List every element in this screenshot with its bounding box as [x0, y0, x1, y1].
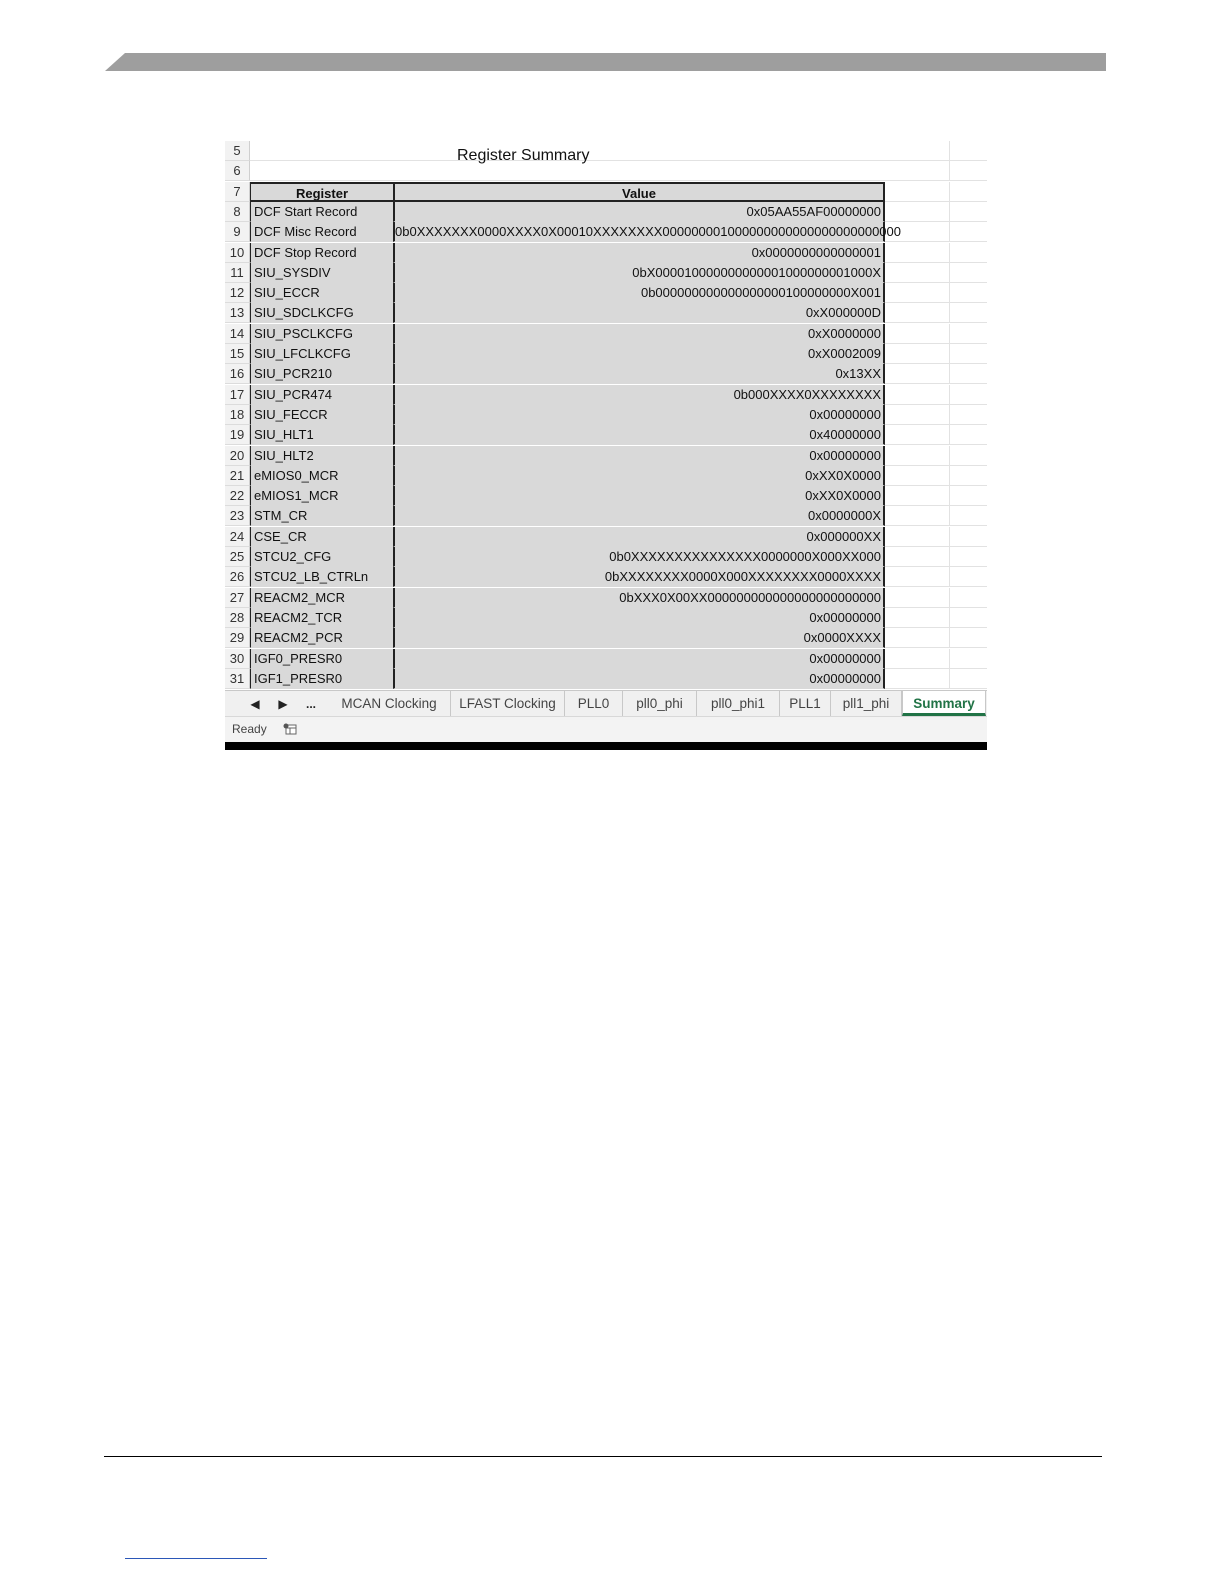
cell[interactable] [950, 303, 987, 323]
cell[interactable] [950, 263, 987, 283]
prev-sheet-arrow-icon[interactable]: ◀ [250, 697, 260, 711]
register-value-cell[interactable]: 0bXXXXXXXX0000X000XXXXXXXX0000XXXX [393, 567, 885, 587]
sheet-tab-pll0-phi1[interactable]: pll0_phi1 [697, 691, 780, 716]
register-name-cell[interactable]: REACM2_MCR [250, 588, 393, 608]
cell[interactable] [950, 202, 987, 222]
register-name-cell[interactable]: IGF1_PRESR0 [250, 669, 393, 689]
table-row [225, 527, 987, 548]
sheet-row-5 [225, 141, 987, 162]
more-sheets-button[interactable]: ... [305, 697, 316, 711]
cell[interactable] [885, 466, 950, 486]
page-footer-rule [104, 1456, 1102, 1457]
register-value-cell[interactable]: 0x05AA55AF00000000 [393, 202, 885, 222]
cell[interactable] [950, 547, 987, 567]
cell[interactable] [950, 364, 987, 384]
register-name-cell[interactable]: SIU_SYSDIV [250, 263, 393, 283]
register-name-cell[interactable]: DCF Start Record [250, 202, 393, 222]
register-value-cell[interactable]: 0x00000000 [393, 608, 885, 628]
register-name-cell[interactable]: DCF Stop Record [250, 243, 393, 263]
row-number[interactable]: 18 [225, 405, 250, 425]
footer-link-underline [125, 1558, 267, 1559]
cell[interactable] [885, 425, 950, 445]
register-value-cell[interactable]: 0b000XXXX0XXXXXXXX [393, 385, 885, 405]
sheet-tab-bar [225, 690, 987, 716]
row-number[interactable]: 16 [225, 364, 250, 384]
table-row [225, 446, 987, 467]
register-value-cell[interactable]: 0x0000XXXX [393, 628, 885, 648]
register-name-cell[interactable]: SIU_SDCLKCFG [250, 303, 393, 323]
page-header-bar [105, 53, 1106, 71]
sheet-row-6 [225, 161, 987, 182]
cell[interactable] [950, 466, 987, 486]
row-number[interactable]: 12 [225, 283, 250, 303]
register-name-cell[interactable]: SIU_PSCLKCFG [250, 324, 393, 344]
register-name-cell[interactable]: STCU2_LB_CTRLn [250, 567, 393, 587]
row-number[interactable]: 10 [225, 243, 250, 263]
status-text: Ready [232, 722, 267, 736]
register-name-cell[interactable]: SIU_FECCR [250, 405, 393, 425]
row-number[interactable]: 22 [225, 486, 250, 506]
cell[interactable] [950, 506, 987, 526]
cell[interactable] [885, 567, 950, 587]
table-row [225, 486, 987, 507]
table-row [225, 344, 987, 365]
cell[interactable] [885, 486, 950, 506]
cell[interactable] [250, 141, 393, 161]
register-value-cell[interactable]: 0x13XX [393, 364, 885, 384]
cell[interactable] [885, 344, 950, 364]
register-value-cell[interactable]: 0x000000XX [393, 527, 885, 547]
row-number[interactable]: 13 [225, 303, 250, 323]
register-value-cell[interactable]: 0x40000000 [393, 425, 885, 445]
row-number[interactable]: 31 [225, 669, 250, 689]
cell[interactable] [885, 669, 950, 689]
table-row [225, 385, 987, 406]
cell[interactable] [950, 405, 987, 425]
table-row [225, 283, 987, 304]
cell[interactable] [250, 161, 393, 181]
register-name-cell[interactable]: SIU_PCR210 [250, 364, 393, 384]
register-name-cell[interactable]: IGF0_PRESR0 [250, 649, 393, 669]
cell[interactable] [885, 506, 950, 526]
register-value-cell[interactable]: 0b0XXXXXXXXXXXXXXX0000000X000XX000 [393, 547, 885, 567]
row-number[interactable]: 17 [225, 385, 250, 405]
table-row [225, 466, 987, 487]
register-value-cell[interactable]: 0x00000000 [393, 669, 885, 689]
cell[interactable] [885, 303, 950, 323]
cell[interactable] [950, 324, 987, 344]
cell[interactable] [885, 263, 950, 283]
table-row [225, 324, 987, 345]
cell[interactable] [950, 385, 987, 405]
register-value-cell[interactable]: 0bXXX0X00XX000000000000000000000000 [393, 588, 885, 608]
cell[interactable] [950, 182, 987, 202]
cell[interactable] [885, 324, 950, 344]
register-name-cell[interactable]: CSE_CR [250, 527, 393, 547]
register-name-cell[interactable]: STM_CR [250, 506, 393, 526]
register-name-cell[interactable]: eMIOS1_MCR [250, 486, 393, 506]
register-name-cell[interactable]: REACM2_PCR [250, 628, 393, 648]
sheet-tab-lfast-clocking[interactable]: LFAST Clocking [451, 691, 565, 716]
register-name-cell[interactable]: STCU2_CFG [250, 547, 393, 567]
row-number[interactable]: 11 [225, 263, 250, 283]
row-number[interactable]: 14 [225, 324, 250, 344]
cell[interactable] [885, 364, 950, 384]
table-row [225, 567, 987, 588]
cell[interactable] [950, 425, 987, 445]
cell[interactable] [950, 243, 987, 263]
row-number[interactable]: 9 [225, 222, 250, 242]
table-row [225, 303, 987, 324]
table-row [225, 243, 987, 264]
macro-record-icon[interactable] [283, 723, 297, 735]
cell[interactable] [885, 405, 950, 425]
cell[interactable] [885, 649, 950, 669]
register-value-cell[interactable]: 0bX000010000000000001000000001000X [393, 263, 885, 283]
cell[interactable] [885, 385, 950, 405]
cell[interactable] [950, 161, 987, 181]
row-number[interactable]: 28 [225, 608, 250, 628]
cell[interactable] [950, 527, 987, 547]
register-value-cell[interactable]: 0x00000000 [393, 446, 885, 466]
sheet-tab-pll1-phi[interactable]: pll1_phi [831, 691, 902, 716]
register-value-cell[interactable]: 0xX0000000 [393, 324, 885, 344]
register-name-cell[interactable]: SIU_ECCR [250, 283, 393, 303]
spreadsheet-screenshot [225, 141, 987, 750]
cell[interactable] [950, 628, 987, 648]
register-name-cell[interactable]: SIU_HLT1 [250, 425, 393, 445]
row-number[interactable]: 20 [225, 446, 250, 466]
cell[interactable] [885, 202, 950, 222]
row-number[interactable]: 27 [225, 588, 250, 608]
row-number[interactable]: 5 [225, 141, 250, 161]
register-name-cell[interactable]: REACM2_TCR [250, 608, 393, 628]
cell[interactable] [950, 344, 987, 364]
cell[interactable] [885, 608, 950, 628]
cell[interactable] [885, 628, 950, 648]
table-row [225, 263, 987, 284]
cell[interactable] [950, 283, 987, 303]
row-number[interactable]: 24 [225, 527, 250, 547]
cell[interactable] [950, 141, 987, 161]
row-number[interactable]: 30 [225, 649, 250, 669]
cell[interactable] [950, 649, 987, 669]
cell[interactable] [885, 141, 950, 161]
row-number[interactable]: 8 [225, 202, 250, 222]
cell[interactable] [950, 446, 987, 466]
cell[interactable] [885, 222, 950, 242]
table-row [225, 588, 987, 609]
table-row [225, 608, 987, 629]
column-header-value[interactable]: Value [393, 182, 885, 202]
row-number[interactable]: 7 [225, 182, 250, 202]
register-value-cell[interactable]: 0x0000000000000001 [393, 243, 885, 263]
register-name-cell[interactable]: SIU_LFCLKCFG [250, 344, 393, 364]
sheet-tab-mcan-clocking[interactable]: MCAN Clocking [328, 691, 451, 716]
table-row [225, 669, 987, 690]
row-number[interactable]: 15 [225, 344, 250, 364]
register-value-cell[interactable]: 0b0XXXXXXX0000XXXX0X00010XXXXXXXX000000001000000000000000000000000 [393, 222, 885, 242]
table-row [225, 364, 987, 385]
sheet-tab-pll1[interactable]: PLL1 [780, 691, 831, 716]
register-name-cell[interactable]: eMIOS0_MCR [250, 466, 393, 486]
cell[interactable] [950, 608, 987, 628]
row-number[interactable]: 6 [225, 161, 250, 181]
row-number[interactable]: 25 [225, 547, 250, 567]
table-row [225, 405, 987, 426]
sheet-grid [225, 141, 987, 690]
register-name-cell[interactable]: SIU_HLT2 [250, 446, 393, 466]
cell[interactable] [885, 283, 950, 303]
status-bar [225, 716, 987, 742]
cell[interactable] [885, 527, 950, 547]
cell[interactable] [885, 161, 950, 181]
row-number[interactable]: 26 [225, 567, 250, 587]
table-row [225, 425, 987, 446]
cell[interactable] [950, 567, 987, 587]
cell[interactable] [885, 588, 950, 608]
row-number[interactable]: 21 [225, 466, 250, 486]
cell[interactable] [885, 182, 950, 202]
sheet-tab-pll0-phi[interactable]: pll0_phi [623, 691, 697, 716]
row-number[interactable]: 19 [225, 425, 250, 445]
cell[interactable] [885, 446, 950, 466]
register-name-cell[interactable]: DCF Misc Record [250, 222, 393, 242]
column-header-register[interactable]: Register [250, 182, 393, 202]
cell[interactable] [885, 243, 950, 263]
register-value-cell[interactable]: 0xXX0X0000 [393, 466, 885, 486]
row-number[interactable]: 29 [225, 628, 250, 648]
table-row [225, 202, 987, 223]
cell[interactable] [950, 222, 987, 242]
table-row [225, 628, 987, 649]
register-value-cell[interactable]: 0xX000000D [393, 303, 885, 323]
register-value-cell[interactable]: 0x0000000X [393, 506, 885, 526]
sheet-tab-summary[interactable]: Summary [902, 691, 986, 716]
cell[interactable] [950, 486, 987, 506]
cell[interactable] [885, 547, 950, 567]
sheet-tab-pll0[interactable]: PLL0 [565, 691, 623, 716]
table-row [225, 649, 987, 670]
table-row [225, 506, 987, 527]
cell[interactable] [950, 588, 987, 608]
register-name-cell[interactable]: SIU_PCR474 [250, 385, 393, 405]
cell[interactable] [950, 669, 987, 689]
sheet-title: Register Summary [457, 147, 590, 164]
register-value-cell[interactable]: 0xXX0X0000 [393, 486, 885, 506]
table-row [225, 222, 987, 243]
register-value-cell[interactable]: 0x00000000 [393, 405, 885, 425]
register-value-cell[interactable]: 0x00000000 [393, 649, 885, 669]
window-bottom-edge [225, 742, 987, 750]
register-value-cell[interactable]: 0xX0002009 [393, 344, 885, 364]
table-header-row [225, 182, 987, 203]
table-row [225, 547, 987, 568]
register-value-cell[interactable]: 0b000000000000000000100000000X001 [393, 283, 885, 303]
next-sheet-arrow-icon[interactable]: ▶ [278, 697, 288, 711]
row-number[interactable]: 23 [225, 506, 250, 526]
